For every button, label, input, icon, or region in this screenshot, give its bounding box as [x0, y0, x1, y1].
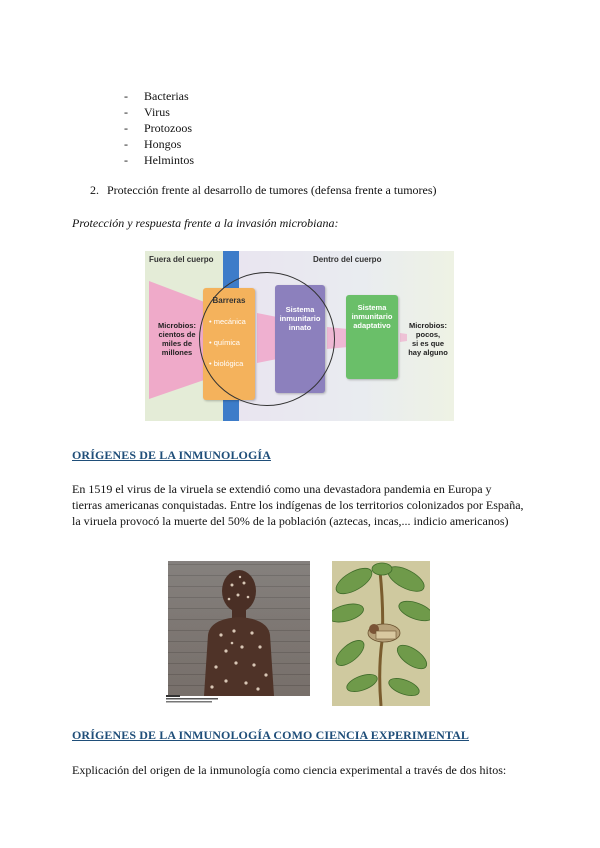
- outside-label: Fuera del cuerpo: [149, 255, 214, 264]
- adaptive-system-box: [346, 295, 398, 379]
- aztec-codex-illustration: [332, 561, 430, 706]
- photo-credit-text: [166, 694, 226, 704]
- list-item: [124, 120, 192, 136]
- list-dash: -: [124, 153, 128, 167]
- barriers-title: Barreras: [212, 296, 246, 305]
- inside-label: Dentro del cuerpo: [313, 255, 382, 264]
- numbered-item-number: 2.: [90, 183, 99, 197]
- body-circle: [199, 272, 335, 406]
- innate-line: innato: [288, 323, 312, 332]
- innate-line: Sistema: [285, 305, 315, 314]
- innate-line: inmunitario: [279, 314, 321, 323]
- list-item-label: Bacterias: [144, 89, 189, 103]
- microbes-out-line: Microbios:: [409, 321, 447, 330]
- paragraph-smallpox: En 1519 el virus de la viruela se extendió como una devastadora pandemia en Europa y tierras americanas conquistadas. Entre los indígenas de los territorios colonizados por España, la viruela provocó la muerte del 50% de la población (aztecas, incas,... indicio americanos): [72, 482, 524, 529]
- microbes-many-text: [149, 321, 205, 357]
- adaptive-line: inmunitario: [351, 312, 393, 321]
- diagram-caption: Protección y respuesta frente a la invasión microbiana:: [72, 216, 339, 230]
- section-heading-experimental: ORÍGENES DE LA INMUNOLOGÍA COMO CIENCIA EXPERIMENTAL: [72, 728, 470, 742]
- microbes-in-line: Microbios:: [158, 321, 196, 330]
- list-dash: -: [124, 89, 128, 103]
- microbes-in-line: miles de: [161, 339, 192, 348]
- adaptive-line: adaptativo: [353, 321, 391, 330]
- list-item: [124, 88, 189, 104]
- barrier-item: • mecánica: [209, 317, 246, 326]
- numbered-item-text: Protección frente al desarrollo de tumores (defensa frente a tumores): [107, 183, 437, 197]
- microbes-in-line: cientos de: [158, 330, 196, 339]
- list-item-label: Virus: [144, 105, 170, 119]
- list-item: [124, 136, 181, 152]
- microbes-in-line: millones: [161, 348, 193, 357]
- barrier-item: • biológica: [209, 359, 244, 368]
- list-dash: -: [124, 121, 128, 135]
- microbes-few-text: [403, 321, 453, 357]
- adaptive-line: Sistema: [357, 303, 387, 312]
- paragraph-experimental: Explicación del origen de la inmunología como ciencia experimental a través de dos hitos:: [72, 763, 507, 777]
- microbes-out-line: hay alguno: [408, 348, 448, 357]
- list-item: [124, 104, 170, 120]
- section-heading-origins: ORÍGENES DE LA INMUNOLOGÍA: [72, 448, 271, 462]
- microbes-out-line: si es que: [411, 339, 445, 348]
- list-item: [124, 152, 194, 168]
- immune-protection-diagram: [145, 251, 454, 421]
- list-dash: -: [124, 137, 128, 151]
- numbered-item: [90, 183, 437, 198]
- list-item-label: Hongos: [144, 137, 182, 151]
- list-item-label: Helmintos: [144, 153, 194, 167]
- child-figure: [196, 563, 282, 696]
- barrier-item: • química: [209, 338, 240, 347]
- microbes-out-line: pocos,: [415, 330, 441, 339]
- list-dash: -: [124, 105, 128, 119]
- codex-plant-figure: [332, 561, 430, 706]
- list-item-label: Protozoos: [144, 121, 192, 135]
- smallpox-child-photo: [168, 561, 310, 696]
